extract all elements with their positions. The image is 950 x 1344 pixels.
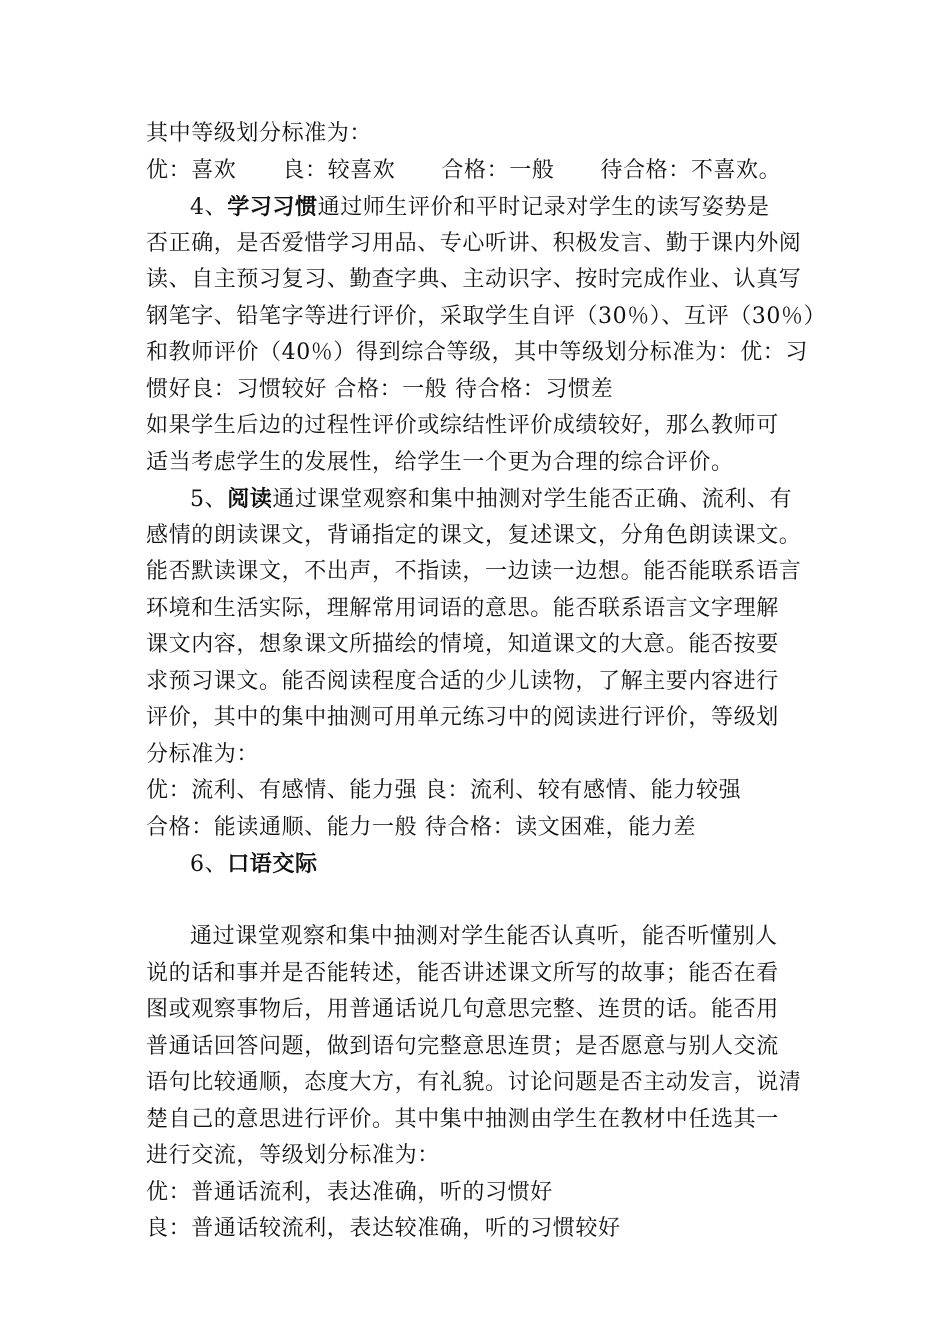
paragraph-line: 课文内容，想象课文所描绘的情境，知道课文的大意。能否按要 (146, 632, 779, 657)
paragraph-line: 求预习课文。能否阅读程度合适的少儿读物，了解主要内容进行 (146, 668, 779, 694)
paragraph-line: 如果学生后边的过程性评价或综结性评价成绩较好，那么教师可 (146, 413, 779, 438)
section-title: 口语交际 (227, 851, 318, 877)
paragraph-line: 分标准为： (146, 741, 260, 767)
paragraph-line: 进行交流，等级划分标准为： (146, 1143, 440, 1168)
paragraph-line: 通过课堂观察和集中抽测对学生能否认真听，能否听懂别人 (190, 924, 778, 949)
paragraph-line: 语句比较通顺，态度大方，有礼貌。讨论问题是否主动发言，说清 (146, 1070, 802, 1095)
paragraph-line: 优：流利、有感情、能力强 良：流利、较有感情、能力较强 (146, 778, 742, 803)
grade-criteria-line (146, 153, 810, 190)
grade-pass: 合格：一般 (441, 157, 555, 183)
paragraph-line: 图或观察事物后，用普通话说几句意思完整、连贯的话。能否用 (146, 997, 779, 1022)
paragraph-line: 环境和生活实际，理解常用词语的意思。能否联系语言文字理解 (146, 595, 779, 621)
paragraph-line: 说的话和事并是否能转述，能否讲述课文所写的故事；能否在看 (146, 960, 779, 986)
section-number: 5、 (190, 487, 228, 512)
paragraph-line: 钢笔字、铅笔字等进行评价，采取学生自评（30％）、互评（30％） (146, 303, 827, 329)
document-body (146, 116, 827, 1248)
section-number: 4、 (190, 195, 228, 220)
grade-good: 良：较喜欢 (282, 157, 396, 183)
paragraph-line: 惯好良：习惯较好 合格：一般 待合格：习惯差 (146, 376, 614, 402)
paragraph-text: 通过课堂观察和集中抽测对学生能否正确、流利、有 (272, 487, 793, 512)
paragraph-line: 适当考虑学生的发展性，给学生一个更为合理的综合评价。 (146, 449, 734, 475)
paragraph-line: 和教师评价（40％）得到综合等级，其中等级划分标准为：优：习 (146, 340, 808, 365)
paragraph-line: 读、自主预习复习、勤查字典、主动识字、按时完成作业、认真写 (146, 267, 802, 292)
paragraph-line: 感情的朗读课文，背诵指定的课文，复述课文，分角色朗读课文。 (146, 522, 802, 548)
paragraph-line: 否正确，是否爱惜学习用品、专心听讲、积极发言、勤于课内外阅 (146, 230, 802, 256)
paragraph-line: 能否默读课文，不出声，不指读，一边读一边想。能否能联系语言 (146, 559, 802, 584)
paragraph-line: 评价，其中的集中抽测可用单元练习中的阅读进行评价，等级划 (146, 705, 779, 730)
paragraph-line: 良：普通话较流利，表达较准确，听的习惯较好 (146, 1216, 621, 1241)
paragraph-line: 合格：能读通顺、能力一般 待合格：读文困难，能力差 (146, 814, 696, 840)
section-4-heading-line (146, 189, 810, 226)
paragraph-line: 楚自己的意思进行评价。其中集中抽测由学生在教材中任选其一 (146, 1106, 779, 1132)
paragraph-line: 优：普通话流利，表达准确，听的习惯好 (146, 1179, 553, 1205)
section-6-heading-line (146, 846, 810, 883)
section-title: 学习习惯 (227, 194, 318, 220)
section-5-heading-line (146, 481, 810, 518)
grade-excellent: 优：喜欢 (146, 157, 237, 183)
paragraph-line: 其中等级划分标准为： (146, 121, 373, 146)
paragraph-text: 通过师生评价和平时记录对学生的读写姿势是 (317, 195, 770, 220)
section-number: 6、 (190, 852, 228, 877)
section-title: 阅读 (227, 486, 273, 512)
paragraph-line: 普通话回答问题，做到语句完整意思连贯；是否愿意与别人交流 (146, 1033, 779, 1059)
grade-fail: 待合格：不喜欢。 (600, 157, 782, 183)
blank-line (146, 883, 810, 920)
